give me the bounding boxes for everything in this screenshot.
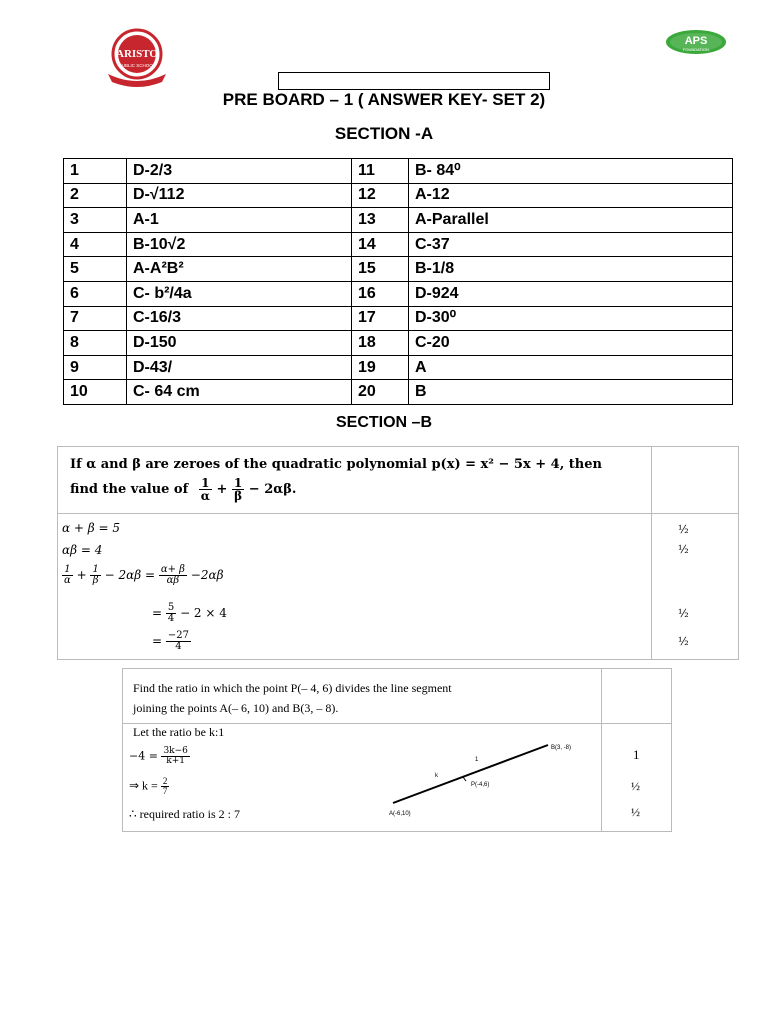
answer-row (64, 380, 733, 405)
blank-header-box (278, 72, 550, 90)
question-number: 4 (64, 232, 127, 257)
answer: D-43/ (127, 355, 352, 380)
q21-step2: = $\frac{5}{4}$ − 2 × 4 (152, 602, 227, 624)
line-segment-diagram (363, 729, 601, 829)
answer: A (409, 355, 733, 380)
question-number: 14 (352, 232, 409, 257)
label-point-b: B(3, -8) (551, 745, 572, 751)
answer: A-A²B² (127, 257, 352, 282)
section-b-heading: SECTION –B (335, 414, 432, 431)
answer: B- 84⁰ (409, 159, 733, 184)
section-a-heading: SECTION -A (334, 124, 434, 143)
question-number: 3 (64, 208, 127, 233)
answer: C- 64 cm (127, 380, 352, 405)
answer: C-37 (409, 232, 733, 257)
q21-step1: $\frac{1}{\alpha}$ + $\frac{1}{\beta}$ − 2αβ = $\frac{\alpha+ \beta}{\alpha\beta}$ −2αβ (64, 564, 224, 586)
foundation-logo (658, 24, 736, 64)
q22-mark-2: ½ (631, 779, 640, 793)
question-number: 18 (352, 331, 409, 356)
q22-let-ratio: Let the ratio be k:1 (133, 725, 225, 739)
answer: B (409, 380, 733, 405)
answer-row (64, 257, 733, 282)
question-number: 20 (352, 380, 409, 405)
q21-question-line2: find the value of $\frac{1}{\alpha}$ + $\frac{1}{\beta}$ − 2αβ. (70, 476, 297, 503)
answer-row (64, 232, 733, 257)
q22-conclusion: ∴ required ratio is 2 : 7 (129, 807, 240, 821)
answer: C-16/3 (127, 306, 352, 331)
q21-step3: = $\frac{-27}{4}$ (152, 630, 189, 652)
question-number: 9 (64, 355, 127, 380)
q22-step2: ⇒ k = $\frac{2}{7}$ (129, 776, 168, 796)
logo-right-sub: FOUNDATION (682, 47, 710, 52)
question-number: 19 (352, 355, 409, 380)
school-logo (88, 26, 186, 88)
logo-left-sub: PUBLIC SCHOOL (118, 63, 156, 68)
question-number: 11 (352, 159, 409, 184)
q21-mark-3: ½ (678, 607, 689, 620)
question-number: 8 (64, 331, 127, 356)
answer: B-1/8 (409, 257, 733, 282)
answer: B-10√2 (127, 232, 352, 257)
answer: D-30⁰ (409, 306, 733, 331)
answer: C- b²/4a (127, 281, 352, 306)
answer: D-924 (409, 281, 733, 306)
q21-sum: α + β = 5 (62, 521, 121, 535)
q22-mark-3: ½ (631, 805, 640, 819)
q21-product: αβ = 4 (62, 543, 103, 557)
question-21-box (57, 446, 739, 660)
label-one: 1 (475, 757, 479, 763)
q21-mark-1: ½ (678, 523, 689, 536)
answer-row (64, 331, 733, 356)
answer: A-1 (127, 208, 352, 233)
label-k: k (435, 773, 438, 779)
page-title: PRE BOARD – 1 ( ANSWER KEY- SET 2) (222, 90, 546, 109)
question-number: 1 (64, 159, 127, 184)
answer-row (64, 281, 733, 306)
question-number: 7 (64, 306, 127, 331)
answer-key-table (63, 158, 733, 405)
question-number: 16 (352, 281, 409, 306)
logo-right-text: APS (684, 35, 708, 47)
answer-row (64, 355, 733, 380)
question-number: 15 (352, 257, 409, 282)
answer: A-Parallel (409, 208, 733, 233)
question-number: 5 (64, 257, 127, 282)
question-22-box (122, 668, 672, 832)
q22-step1: −4 = $\frac{3k-6}{k+1}$ (129, 746, 188, 766)
answer-row (64, 159, 733, 184)
answer: D-2/3 (127, 159, 352, 184)
q22-question-line1: Find the ratio in which the point P(– 4, 6) divides the line segment (133, 681, 452, 695)
q22-question-line2: joining the points A(– 6, 10) and B(3, – 8). (133, 701, 339, 715)
q21-question-line1: If α and β are zeroes of the quadratic polynomial p(x) = x² − 5x + 4, then (70, 457, 602, 472)
label-point-a: A(-6,10) (389, 811, 411, 817)
label-point-p: P(-4,6) (471, 782, 490, 788)
question-number: 12 (352, 183, 409, 208)
question-number: 6 (64, 281, 127, 306)
answer: D-150 (127, 331, 352, 356)
q21-mark-4: ½ (678, 635, 689, 648)
answer: C-20 (409, 331, 733, 356)
answer-row (64, 208, 733, 233)
answer-row (64, 306, 733, 331)
answer-row (64, 183, 733, 208)
question-number: 10 (64, 380, 127, 405)
answer: A-12 (409, 183, 733, 208)
answer: D-√112 (127, 183, 352, 208)
q22-mark-1: 1 (633, 747, 640, 762)
logo-left-text: ARISTO (116, 48, 158, 60)
question-number: 17 (352, 306, 409, 331)
question-number: 2 (64, 183, 127, 208)
question-number: 13 (352, 208, 409, 233)
q21-mark-2: ½ (678, 543, 689, 556)
